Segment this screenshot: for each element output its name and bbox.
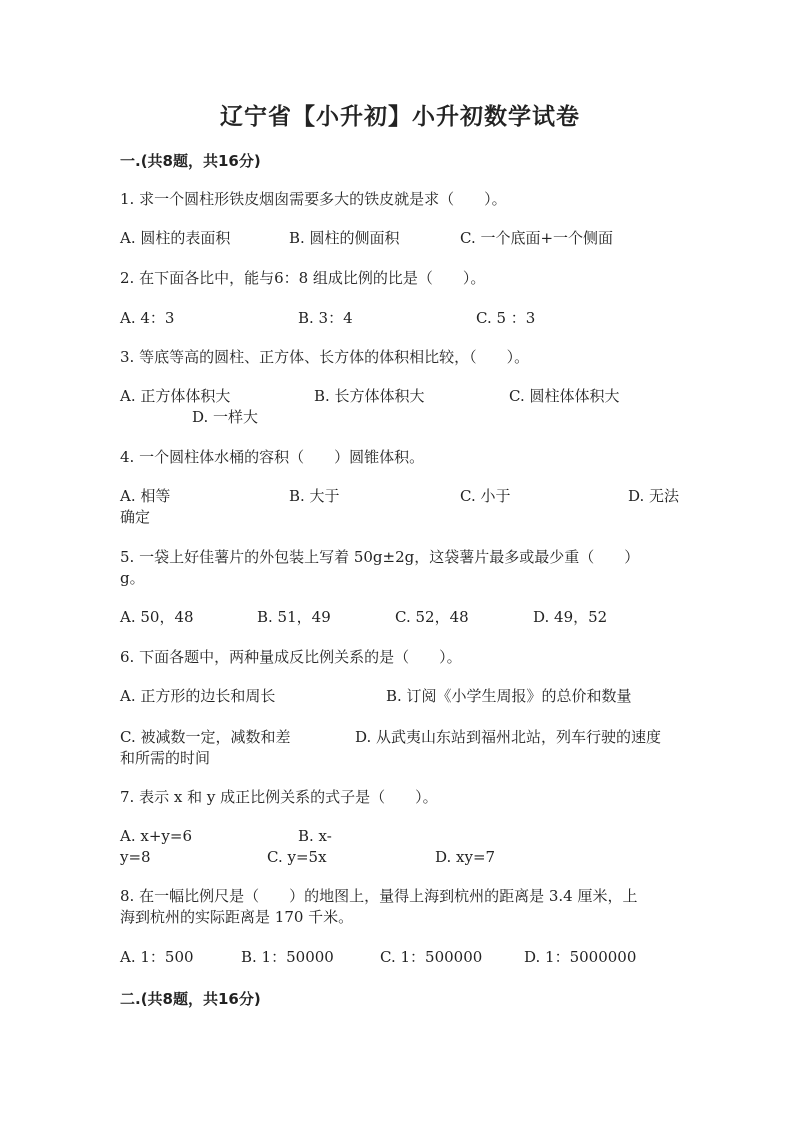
question-8-option-d: D. 1：5000000: [524, 948, 637, 966]
question-6-stem: 6. 下面各题中，两种量成反比例关系的是（ ）。: [120, 648, 462, 666]
section-heading-1: 一.(共8题，共16分): [120, 152, 261, 170]
question-4-option-b: B. 大于: [289, 487, 340, 505]
question-5-stem-cont: g。: [120, 569, 145, 587]
question-5-option-b: B. 51，49: [257, 608, 331, 626]
question-5-option-d: D. 49，52: [533, 608, 608, 626]
question-3-option-a: A. 正方体体积大: [120, 387, 231, 405]
question-6-option-b: B. 订阅《小学生周报》的总价和数量: [386, 687, 632, 705]
question-3-option-b: B. 长方体体积大: [314, 387, 425, 405]
question-8-option-c: C. 1：500000: [380, 948, 483, 966]
question-8-stem-cont: 海到杭州的实际距离是 170 千米。: [120, 908, 354, 926]
question-1-stem: 1. 求一个圆柱形铁皮烟囱需要多大的铁皮就是求（ ）。: [120, 190, 507, 208]
section-heading-2: 二.(共8题，共16分): [120, 990, 261, 1008]
question-4-stem: 4. 一个圆柱体水桶的容积（ ）圆锥体积。: [120, 448, 425, 466]
question-3-stem: 3. 等底等高的圆柱、正方体、长方体的体积相比较，（ ）。: [120, 348, 530, 366]
question-6-option-d-cont: 和所需的时间: [120, 749, 211, 767]
page-title: 辽宁省【小升初】小升初数学试卷: [220, 104, 580, 130]
question-5-option-c: C. 52，48: [395, 608, 469, 626]
question-8-option-a: A. 1：500: [120, 948, 194, 966]
question-7-option-b-cont: y=8: [120, 848, 151, 866]
question-2-option-b: B. 3：4: [298, 309, 353, 327]
question-1-option-b: B. 圆柱的侧面积: [289, 229, 400, 247]
question-6-option-c: C. 被减数一定，减数和差: [120, 728, 291, 746]
question-6-option-a: A. 正方形的边长和周长: [120, 687, 276, 705]
question-7-stem: 7. 表示 x 和 y 成正比例关系的式子是（ ）。: [120, 788, 438, 806]
question-3-option-d: D. 一样大: [192, 408, 259, 426]
question-6-option-d: D. 从武夷山东站到福州北站，列车行驶的速度: [355, 728, 662, 746]
question-3-option-c: C. 圆柱体体积大: [509, 387, 620, 405]
question-7-option-c: C. y=5x: [267, 848, 327, 866]
question-1-option-c: C. 一个底面+一个侧面: [460, 229, 614, 247]
question-2-option-a: A. 4：3: [120, 309, 175, 327]
question-4-option-d: D. 无法: [628, 487, 680, 505]
question-7-option-d: D. xy=7: [435, 848, 496, 866]
question-5-stem: 5. 一袋上好佳薯片的外包装上写着 50g±2g，这袋薯片最多或最少重（ ）: [120, 548, 640, 566]
question-1-option-a: A. 圆柱的表面积: [120, 229, 231, 247]
question-2-stem: 2. 在下面各比中，能与6：8 组成比例的比是（ ）。: [120, 269, 486, 287]
question-2-option-c: C. 5 ：3: [476, 309, 536, 327]
question-8-stem: 8. 在一幅比例尺是（ ）的地图上，量得上海到杭州的距离是 3.4 厘米，上: [120, 887, 638, 905]
question-7-option-b: B. x-: [298, 827, 332, 845]
question-5-option-a: A. 50，48: [120, 608, 194, 626]
question-7-option-a: A. x+y=6: [120, 827, 192, 845]
question-4-option-d-cont: 确定: [120, 508, 151, 526]
question-4-option-a: A. 相等: [120, 487, 171, 505]
question-8-option-b: B. 1：50000: [241, 948, 334, 966]
question-4-option-c: C. 小于: [460, 487, 511, 505]
